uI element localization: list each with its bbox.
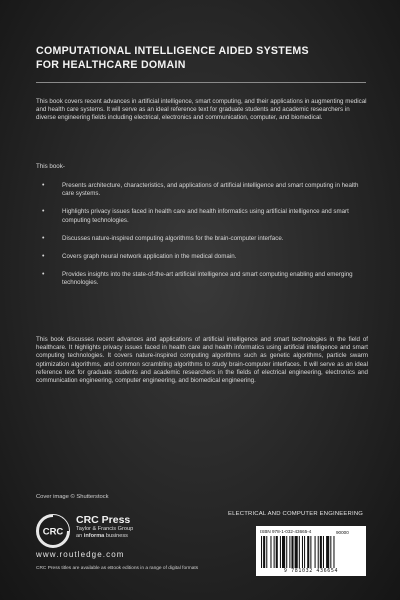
feature-item: • Provides insights into the state-of-the-art artificial intelligence and smart computing enabling and emerging technologies. <box>42 271 353 287</box>
ebook-note: CRC Press titles are available as eBook editions in a range of digital formats <box>36 566 199 571</box>
publisher-block <box>36 508 186 568</box>
feature-item: • Discusses nature-inspired computing algorithms for the brain-computer interface. <box>42 234 284 242</box>
crc-logo-text: CRC <box>42 526 64 538</box>
crc-logo-icon <box>36 514 70 548</box>
bullet-icon: • <box>42 253 45 261</box>
title-divider <box>36 82 366 83</box>
feature-list <box>42 182 362 298</box>
summary-paragraph: This book discusses recent advances and applications of artificial intelligence and smart technologies in the field of healthcare. It highlights privacy issues faced in health care and health informatics using artificial intelligence and smart computing technologies. It covers nature-inspired computing algorithms such as genetic algorithms, particle swarm optimization algorithms, and common scrambling algorithms to study brain-computer interfaces. It will serve as an ideal reference text for graduate students and academic researchers in the fields of electrical engineering, electronics and communication engineering, computer engineering, and biomedical engineering. <box>36 336 368 385</box>
informa-tagline: an informa business <box>76 533 128 539</box>
subject-category: ELECTRICAL AND COMPUTER ENGINEERING <box>228 511 364 517</box>
publisher-name: CRC Press <box>76 514 131 526</box>
price-code: 90000 <box>336 530 349 535</box>
feature-item: • Covers graph neural network application in the medical domain. <box>42 253 237 261</box>
publisher-website[interactable]: www.routledge.com <box>36 550 125 559</box>
title-line-2: FOR HEALTHCARE DOMAIN <box>36 59 186 71</box>
isbn-barcode-box <box>256 526 366 576</box>
bullet-icon: • <box>42 271 45 279</box>
feature-item: • Presents architecture, characteristics, and applications of artificial intelligence and smart computing in health care systems. <box>42 182 359 198</box>
book-title <box>36 44 366 72</box>
bullet-lead: This book- <box>36 163 65 170</box>
bullet-icon: • <box>42 208 45 216</box>
feature-item: • Highlights privacy issues faced in health care and health informatics using artificial intelligence and smart computing technologies. <box>42 208 349 224</box>
isbn-digits: 9 781032 436654 <box>283 568 339 574</box>
title-line-1: COMPUTATIONAL INTELLIGENCE AIDED SYSTEMS <box>36 45 309 57</box>
barcode-icon <box>261 536 361 568</box>
cover-image-credit: Cover image © Shutterstock <box>36 494 109 500</box>
bullet-icon: • <box>42 182 45 189</box>
intro-paragraph: This book covers recent advances in artificial intelligence, smart computing, and their applications in augmenting medical and health care systems. It will serve as an ideal reference text for graduate students and academic researchers in diverse engineering fields including electrical, electronics and communication, computer, and biomedical. <box>36 98 367 122</box>
bullet-icon: • <box>42 234 45 242</box>
publisher-group: Taylor & Francis Group <box>76 526 134 532</box>
isbn-label: ISBN 978-1-032-43665-4 <box>260 529 312 534</box>
